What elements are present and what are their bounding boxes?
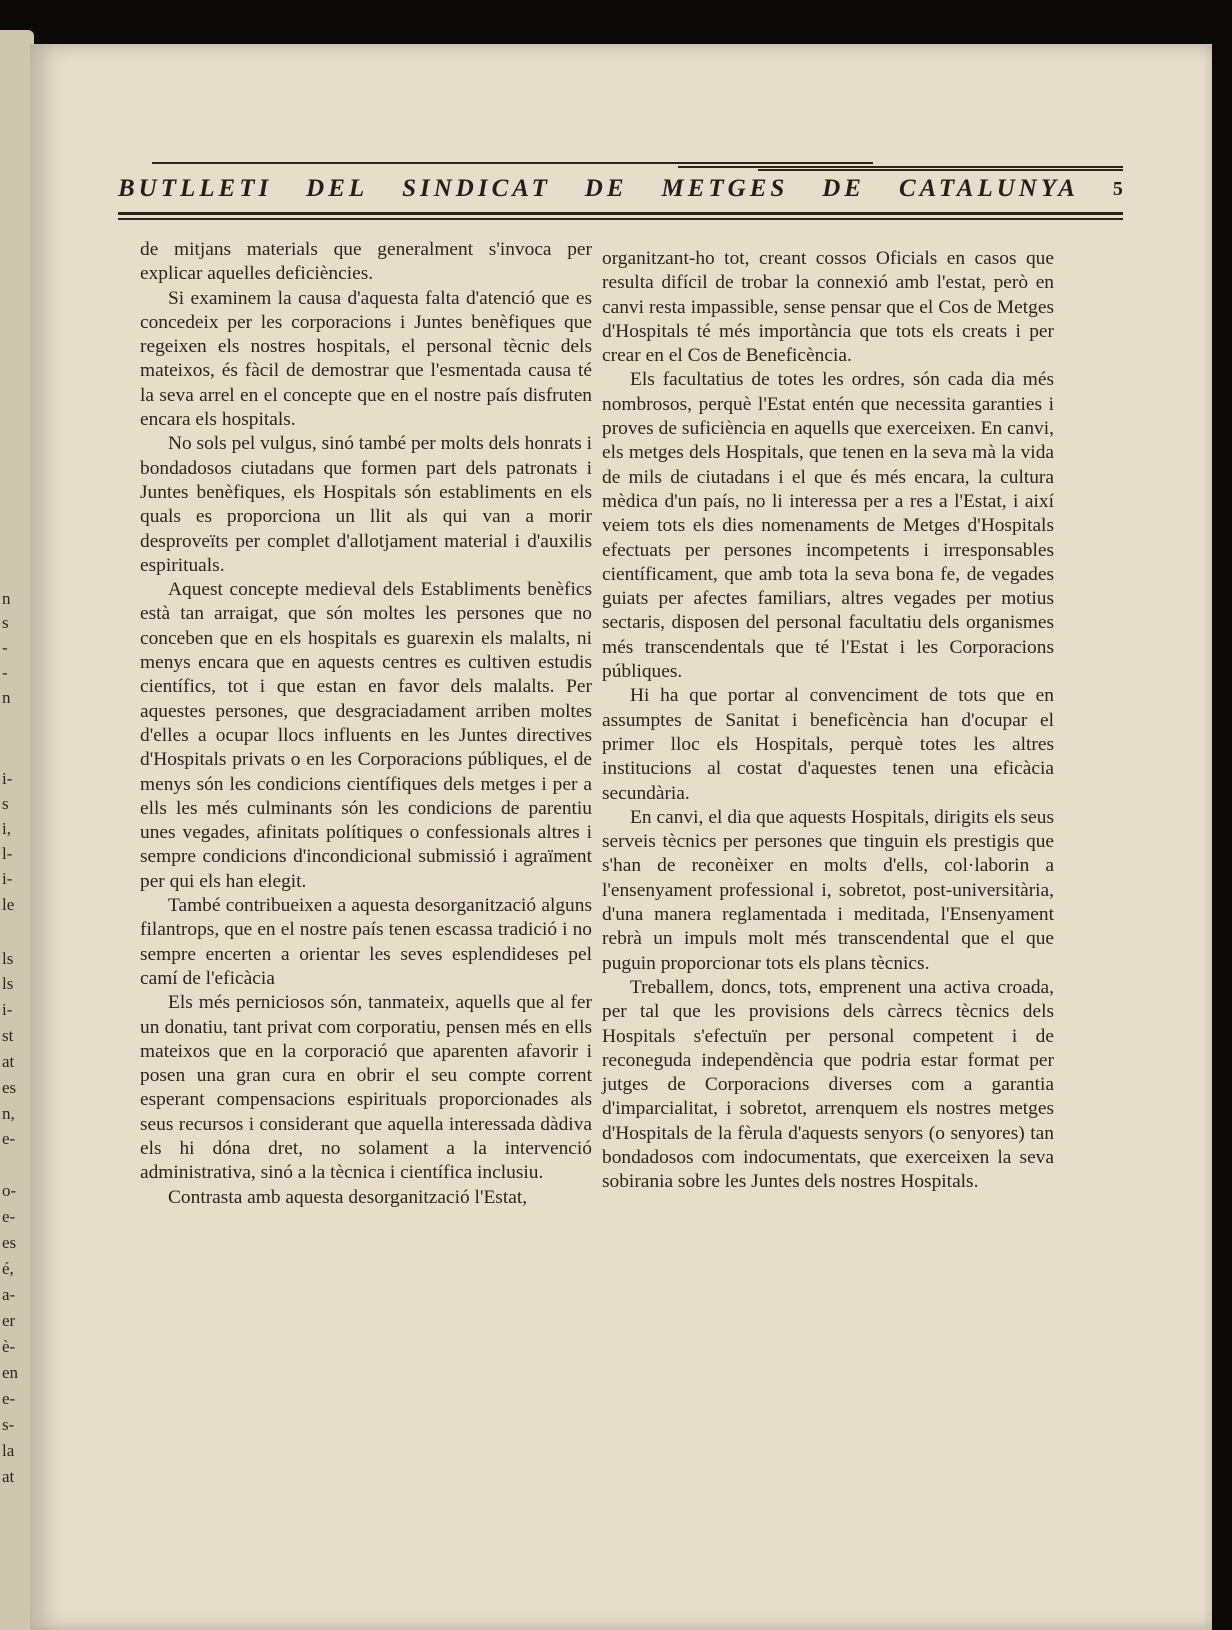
margin-fragment: n [2, 688, 11, 707]
margin-fragment: i, [2, 819, 11, 838]
header-rule-top-right [678, 166, 1123, 168]
page-number: 5 [1112, 177, 1123, 200]
paragraph: Els facultatius de totes les ordres, són cada dia més nombrosos, perquè l'Estat entén que necessita garanties i proves de suficiència en aquells que exerceixen. En canvi, els metges dels Hospitals, que tenen en la seva mà la vida de mils de ciutadans i el que és més encara, la cultura mèdica d'un país, no li interessa per a res a l'Estat, i així veiem tots els dies nomenaments de Metges d'Hospitals efectuats per persones incompetents i irresponsables científicament, que amb tota la seva bona fe, de vegades guiats per afectes familiars, altres vegades per motius sectaris, disposen del personal facultatiu dels organismes més transcendentals que té l'Estat i les Corporacions públiques. [602, 369, 1054, 683]
margin-fragment: é, [2, 1259, 14, 1278]
margin-fragment: è- [2, 1337, 16, 1356]
margin-fragment: er [2, 1311, 16, 1330]
header-rule-bottom [118, 212, 1123, 215]
margin-fragment: le [2, 895, 15, 914]
paragraph: En canvi, el dia que aquests Hospitals, dirigits els seus serveis tècnics per persones que tinguin els prestigis que s'han de reconèixer en molts d'ells, col·laborin a l'ensenyament professional i, sobretot, post-universitària, d'una manera reglamentada i meditada, l'Ensenyament rebrà un impuls molt més transcendental que el que puguin proporcionar tots els plans tècnics. [602, 806, 1054, 974]
header-word: METGES [661, 175, 789, 202]
margin-fragment: ls [2, 974, 14, 993]
header-title [118, 172, 1123, 206]
margin-fragment: es [2, 1078, 17, 1097]
margin-fragment: i- [2, 769, 13, 788]
margin-fragment: la [2, 1441, 15, 1460]
margin-fragment: - [2, 663, 8, 682]
header-word: SINDICAT [402, 175, 551, 202]
text-column-right [602, 247, 1054, 1195]
bulletin-page [30, 44, 1212, 1630]
margin-fragment: s [2, 613, 9, 632]
margin-fragment: n [2, 589, 11, 608]
paragraph: Els més perniciosos són, tanmateix, aquells que al fer un donatiu, tant privat com corporatiu, pensen més en ells mateixos que en la corporació que aparenten afavorir i posen una gran cura en obrir el seu compte corrent esperant compensacions espirituals proporcionades als seus recursos i considerant que aquella interessada dàdiva els hi dóna dret, no solament a la intervenció administrativa, sinó a la tècnica i científica inclusiu. [140, 992, 592, 1184]
margin-fragment: ls [2, 949, 14, 968]
margin-fragment: at [2, 1467, 15, 1486]
header-rule-top-left [152, 162, 873, 164]
text-column-left [140, 238, 592, 1210]
margin-fragment: at [2, 1052, 15, 1071]
paragraph: Treballem, doncs, tots, emprenent una activa croada, per tal que les provisions dels càrrecs tècnics dels Hospitals s'efectuïn per personal competent i de reconeguda independència que podria estar format per jutges de Corporacions diverses com a garantia d'imparcialitat, i sobretot, arrenquem els nostres metges d'Hospitals de la fèrula d'aquests senyors (o senyores) tan bondadosos com indocumentats, que exerceixen la seva sobirania sobre les Juntes dels nostres Hospitals. [602, 976, 1054, 1193]
header-rule-top-right-2 [758, 169, 1123, 171]
paragraph: Si examinem la causa d'aquesta falta d'atenció que es concedeix per les corporacions i Juntes benèfiques que regeixen els nostres hospitals, el personal tècnic dels mateixos, és fàcil de demostrar que l'esmentada causa té la seva arrel en el concepte que en el nostre país disfruten encara els hospitals. [140, 287, 592, 431]
margin-fragment: s- [2, 1415, 15, 1434]
paragraph: També contribueixen a aquesta desorganització alguns filantrops, que en el nostre país tenen escassa tradició i no sempre encerten a orientar les seves esplendideses pel camí de l'eficàcia [140, 895, 592, 989]
previous-page-edge [0, 30, 34, 1630]
paragraph: Contrasta amb aquesta desorganització l'Estat, [168, 1186, 528, 1208]
paragraph: de mitjans materials que generalment s'invoca per explicar aquelles deficiències. [140, 239, 592, 285]
paragraph: Hi ha que portar al convenciment de tots que en assumptes de Sanitat i beneficència han d'ocupar el primer lloc els Hospitals, perquè totes les altres institucions al costat d'aquestes tenen una eficàcia secundària. [602, 685, 1054, 804]
margin-fragment: o- [2, 1181, 17, 1200]
margin-fragment: st [2, 1026, 14, 1045]
header-word: BUTLLETI [118, 175, 273, 202]
margin-fragment: s [2, 794, 9, 813]
margin-fragment: en [2, 1363, 19, 1382]
margin-fragment: e- [2, 1129, 16, 1148]
header-word: DE [822, 175, 865, 202]
header-word: CATALUNYA [898, 175, 1079, 202]
running-header [118, 126, 1123, 202]
header-rule-bottom-2 [118, 218, 1123, 220]
margin-fragment: - [2, 638, 8, 657]
margin-fragment: a- [2, 1285, 16, 1304]
margin-fragment: es [2, 1233, 17, 1252]
margin-fragment: i- [2, 869, 13, 888]
paragraph: No sols pel vulgus, sinó també per molts dels honrats i bondadosos ciutadans que formen part dels patronats i Juntes benèfiques, els Hospitals són establiments en els quals es proporciona un llit als qui van a morir desproveïts per complet d'allotjament material i d'auxilis espirituals. [140, 433, 592, 576]
header-word: DE [584, 175, 628, 202]
header-word: DEL [306, 175, 369, 202]
paragraph: organitzant-ho tot, creant cossos Oficials en casos que resulta difícil de trobar la connexió amb l'estat, però en canvi resta impassible, sense pensar que el Cos de Metges d'Hospitals té més importància que tots els creats i per crear en el Cos de Beneficència. [602, 248, 1054, 367]
margin-fragment: n, [2, 1104, 15, 1123]
margin-fragment: l- [2, 844, 13, 863]
margin-fragment: i- [2, 1000, 13, 1019]
margin-fragment: e- [2, 1389, 16, 1408]
paragraph: Aquest concepte medieval dels Establiments benèfics està tan arraigat, que són moltes les persones que no conceben que en els hospitals es guarexin els malalts, ni menys encara que en aquests centres es cultiven estudis científics, tot i que estan en favor dels malalts. Per aquestes persones, que desgraciadament arriben moltes d'elles a ocupar llocs influents en les Juntes directives d'Hospitals privats o en les Corporacions públiques, el de menys són les condicions científiques dels metges i per a ells les més culminants són les condicions de parentiu unes vegades, afinitats polítiques o confessionals altres i sempre condicions d'incondicional submissió i agraïment per qui els han elegit. [140, 579, 592, 892]
margin-fragment: e- [2, 1207, 16, 1226]
